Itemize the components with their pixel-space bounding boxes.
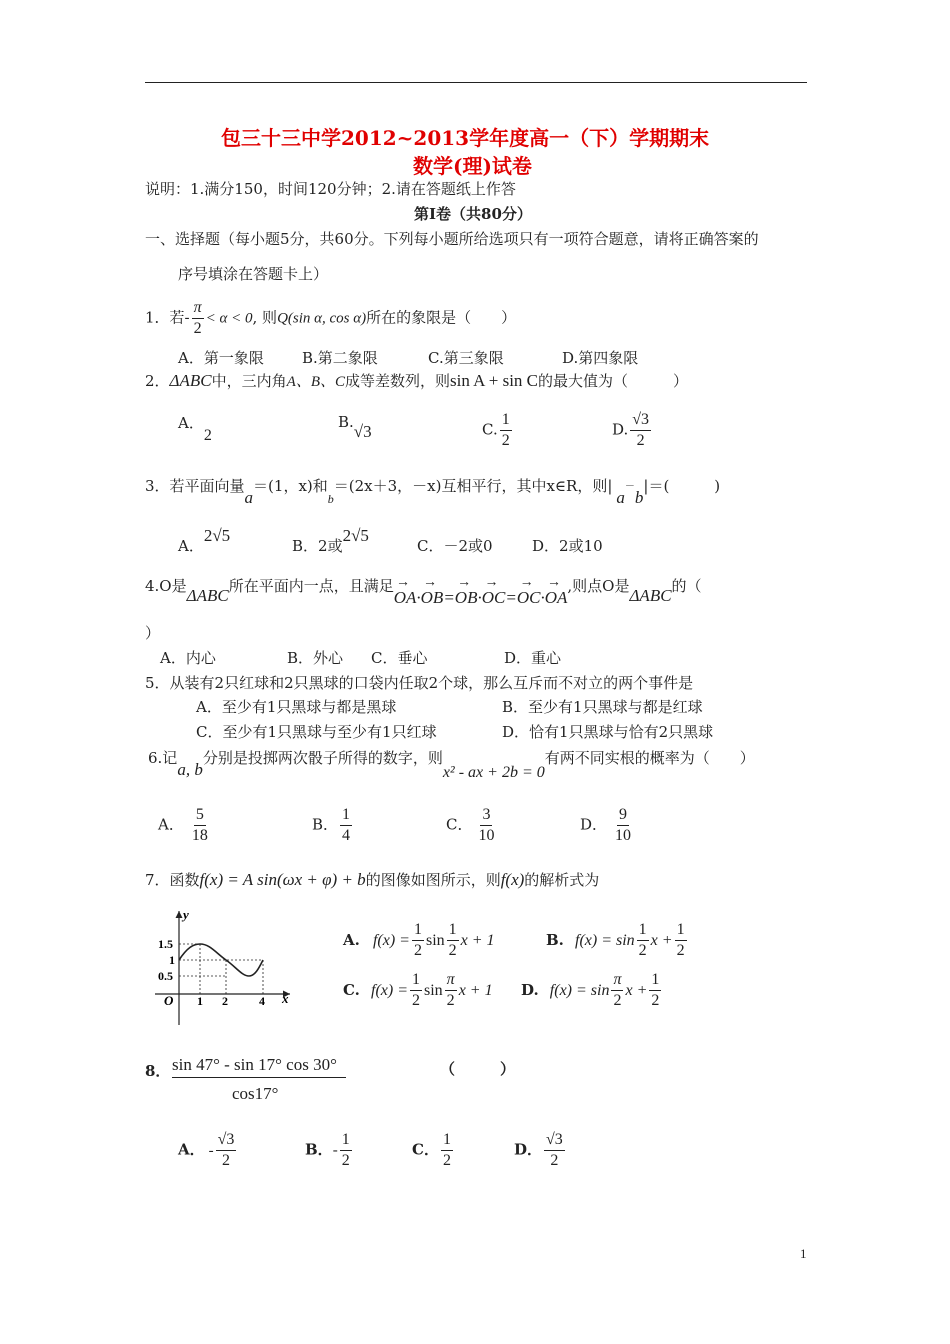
page-title: 包三十三中学2012~2013学年度高一（下）学期期末: [221, 126, 710, 150]
q8-option-d: D． $\frac{√3}{2}$: [514, 1131, 563, 1169]
q7-option-c: C. f(x) = $\frac{1}{2}$ sin $\frac{\pi}{2}$ x + 1: [343, 971, 493, 1009]
page-subtitle: 数学(理)试卷: [413, 154, 532, 178]
x-tick-2: 2: [222, 994, 228, 1008]
q3-option-b: B．2或2√5: [292, 526, 369, 555]
q8-option-a: A． - $\frac{√3}{2}$: [178, 1131, 235, 1169]
q2-option-a: A．2: [178, 414, 212, 444]
question-1: 1．若- $\frac{\pi}{2}$ < α < 0, 则Q(sin α, cos α)所在的象限是（ ）: [145, 299, 517, 337]
q6-option-b: B． $\frac{1}{4}$: [312, 806, 351, 844]
q7-option-a: A. f(x) = $\frac{1}{2}$ sin $\frac{1}{2}$ x + 1: [343, 921, 495, 959]
q5-option-a: A．至少有1只黑球与都是黑球: [196, 698, 397, 716]
question-7: 7．函数f(x) = A sin(ωx + φ) + b的图像如图所示，则f(x)的解析式为: [145, 870, 600, 889]
q4-paren-close: ）: [145, 624, 161, 642]
x-tick-1: 1: [197, 994, 203, 1008]
q2-option-b: B.√3: [338, 413, 372, 441]
question-6: 6.记a, b分别是投掷两次骰子所得的数字，则x² - ax + 2b = 0有两不同实根的概率为（ ）: [148, 749, 755, 781]
header-rule: [145, 82, 807, 83]
q5-option-b: B．至少有1只黑球与都是红球: [502, 698, 703, 716]
q7-option-b: B. f(x) = sin $\frac{1}{2}$ x + $\frac{1}{2}$: [546, 921, 685, 959]
q8-expression: [172, 1055, 346, 1104]
graph-y-label: y: [183, 907, 189, 922]
q7-function-graph: [150, 905, 300, 1030]
exam-notes: 说明：1.满分150，时间120分钟；2.请在答题纸上作答: [145, 180, 516, 198]
q4-option-d: D．重心: [504, 649, 562, 667]
q6-option-d: D． $\frac{9}{10}$: [580, 806, 632, 844]
q1-option-a: A．第一象限: [178, 349, 264, 367]
y-tick-0.5: 0.5: [158, 969, 173, 983]
section-instruction: 一、选择题（每小题5分，共60分。下列每小题所给选项只有一项符合题意，请将正确答案的: [145, 230, 759, 248]
q6-option-a: A． $\frac{5}{18}$: [158, 806, 208, 844]
q5-option-c: C．至少有1只黑球与至少有1只红球: [196, 723, 437, 741]
y-tick-1: 1: [169, 953, 175, 967]
q8-option-c: C． $\frac{1}{2}$: [412, 1131, 451, 1169]
section-instruction-cont: 序号填涂在答题卡上）: [178, 265, 329, 283]
q4-option-c: C．垂心: [371, 649, 428, 667]
q1-option-d: D.第四象限: [562, 349, 639, 367]
q3-option-c: C．－2或0: [417, 537, 493, 555]
graph-x-label: x: [282, 991, 289, 1006]
question-5: 5．从装有2只红球和2只黑球的口袋内任取2个球，那么互斥而不对立的两个事件是: [145, 674, 694, 692]
question-3: 3．若平面向量a＝(1，x)和$_b$＝(2x＋3，－x)互相平行，其中x∈R，则|a－b|＝( ): [145, 477, 721, 507]
q1-option-c: C.第三象限: [428, 349, 504, 367]
x-tick-4: 4: [259, 994, 265, 1008]
q7-option-d: D. f(x) = sin $\frac{\pi}{2}$ x + $\frac{1}{2}$: [521, 971, 660, 1009]
question-8-number: 8．: [145, 1062, 171, 1080]
q1-frac: $\frac{\pi}{2}$: [193, 299, 202, 337]
q5-option-d: D．恰有1只黑球与恰有2只黑球: [502, 723, 714, 741]
question-2: 2．ΔABC中，三内角A、B、C成等差数列，则sin A + sin C的最大值为（ ）: [145, 371, 689, 390]
q3-option-a: A．2√5: [178, 526, 231, 555]
question-4: 4.O是ΔABC所在平面内一点，且满足→ OA·→ OB=→ OB·→ OC=→ OC·→ OA,则点O是ΔABC的（: [145, 575, 702, 596]
q6-option-c: C． $\frac{3}{10}$: [446, 806, 495, 844]
part-heading: 第Ⅰ卷（共80分）: [414, 205, 532, 223]
q1-option-b: B.第二象限: [302, 349, 378, 367]
q2-option-c: C. $\frac{1}{2}$: [482, 411, 510, 449]
graph-origin: O: [164, 993, 174, 1008]
q8-denominator: cos17°: [232, 1084, 279, 1103]
q2-option-d: D. $\frac{√3}{2}$: [612, 411, 650, 449]
q4-option-a: A．内心: [160, 649, 216, 667]
q8-numerator: sin 47° - sin 17° cos 30°: [172, 1055, 346, 1078]
y-tick-1.5: 1.5: [158, 937, 173, 951]
page-number: 1: [800, 1246, 807, 1261]
q4-option-b: B．外心: [287, 649, 344, 667]
q3-option-d: D．2或10: [532, 537, 603, 555]
q8-option-b: B．- $\frac{1}{2}$: [305, 1131, 350, 1169]
q8-answer-paren: （ ）: [440, 1060, 516, 1078]
